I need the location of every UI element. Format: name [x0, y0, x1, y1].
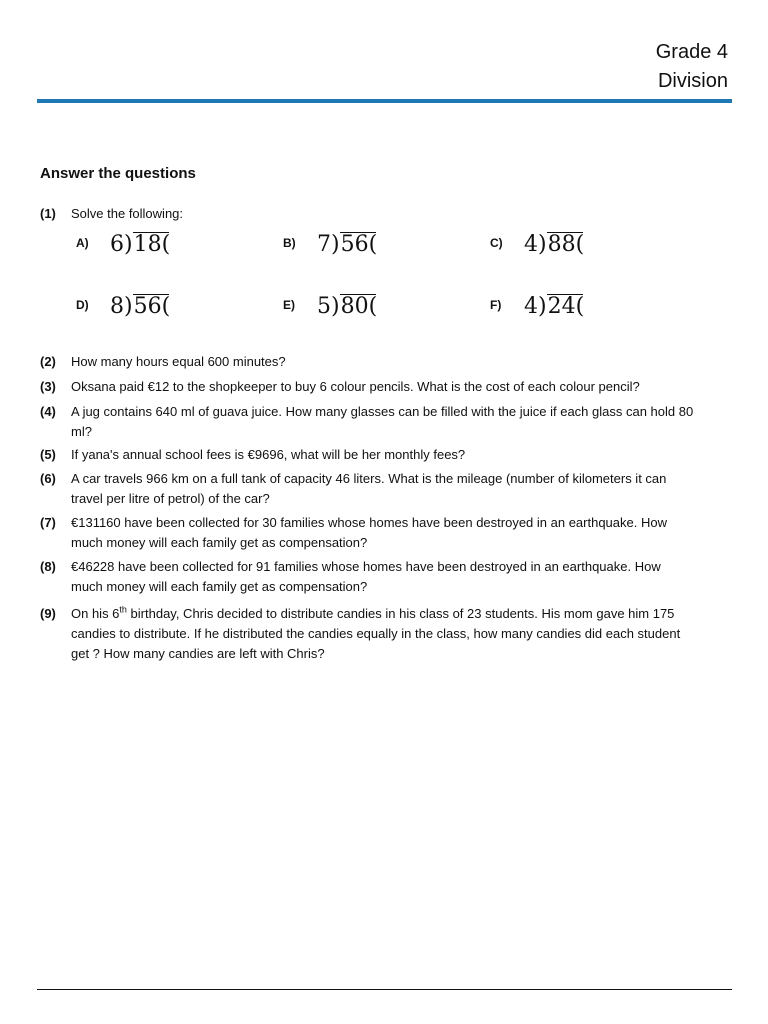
problem-label: B) [283, 236, 296, 250]
problem-label: F) [490, 298, 502, 312]
section-heading: Answer the questions [40, 165, 196, 182]
question-text: How many hours equal 600 minutes? [71, 354, 286, 369]
question-number: (5) [40, 447, 56, 462]
problem-label: C) [490, 236, 503, 250]
question-number: (2) [40, 354, 56, 369]
question-number: (6) [40, 471, 56, 486]
question-text: A car travels 966 km on a full tank of capacity 46 liters. What is the mileage (number of kilometers it can travel per litre of petrol) of the car? [71, 471, 667, 506]
dividend: 80( [340, 294, 378, 319]
topic-title: Division [657, 70, 728, 92]
dividend: 18( [133, 232, 171, 257]
divisor: 4 [524, 294, 538, 319]
question-text: A jug contains 640 ml of guava juice. How many glasses can be filled with the juice if each glass can hold 80 ml? [71, 404, 694, 439]
question-text: €131160 have been collected for 30 families whose homes have been destroyed in an earthquake. How much money will each family get as compensation? [71, 515, 667, 550]
long-division: 5)80( [317, 294, 378, 319]
long-division: 4)88( [524, 232, 585, 257]
divisor: 5 [317, 294, 331, 319]
question-text: Oksana paid €12 to the shopkeeper to buy 6 colour pencils. What is the cost of each colour pencil? [71, 379, 640, 394]
question-number: (8) [40, 559, 56, 574]
question-number: (7) [40, 515, 56, 530]
grade-title: Grade 4 [655, 41, 728, 63]
question-text: On his 6th birthday, Chris decided to distribute candies in his class of 23 students. His mom gave him 175 candies to distribute. If he distributed the candies equally in the class, how many candies did each student get ? How many candies are left with Chris? [71, 604, 681, 661]
dividend: 24( [547, 294, 585, 319]
long-division: 7)56( [317, 232, 378, 257]
header-rule [37, 99, 732, 103]
question-text: If yana's annual school fees is €9696, what will be her monthly fees? [71, 447, 466, 462]
divisor: 6 [110, 232, 124, 257]
long-division: 8)56( [110, 294, 171, 319]
long-division: 6)18( [110, 232, 171, 257]
divisor: 7 [317, 232, 331, 257]
footer-rule [37, 989, 732, 990]
question-number: (3) [40, 379, 56, 394]
dividend: 56( [133, 294, 171, 319]
divisor: 4 [524, 232, 538, 257]
problem-label: E) [283, 298, 295, 312]
question-number: (4) [40, 404, 56, 419]
question-text: Solve the following: [71, 206, 184, 221]
dividend: 88( [547, 232, 585, 257]
page-header [656, 38, 728, 96]
question-number: (1) [40, 206, 56, 221]
divisor: 8 [110, 294, 124, 319]
long-division: 4)24( [524, 294, 585, 319]
dividend: 56( [340, 232, 378, 257]
question-text: €46228 have been collected for 91 families whose homes have been destroyed in an earthquake. How much money will each family get as compensation? [71, 559, 661, 594]
problem-label: D) [76, 298, 89, 312]
problem-label: A) [76, 236, 89, 250]
question-number: (9) [40, 606, 56, 621]
ordinal-suffix: th [119, 604, 127, 615]
